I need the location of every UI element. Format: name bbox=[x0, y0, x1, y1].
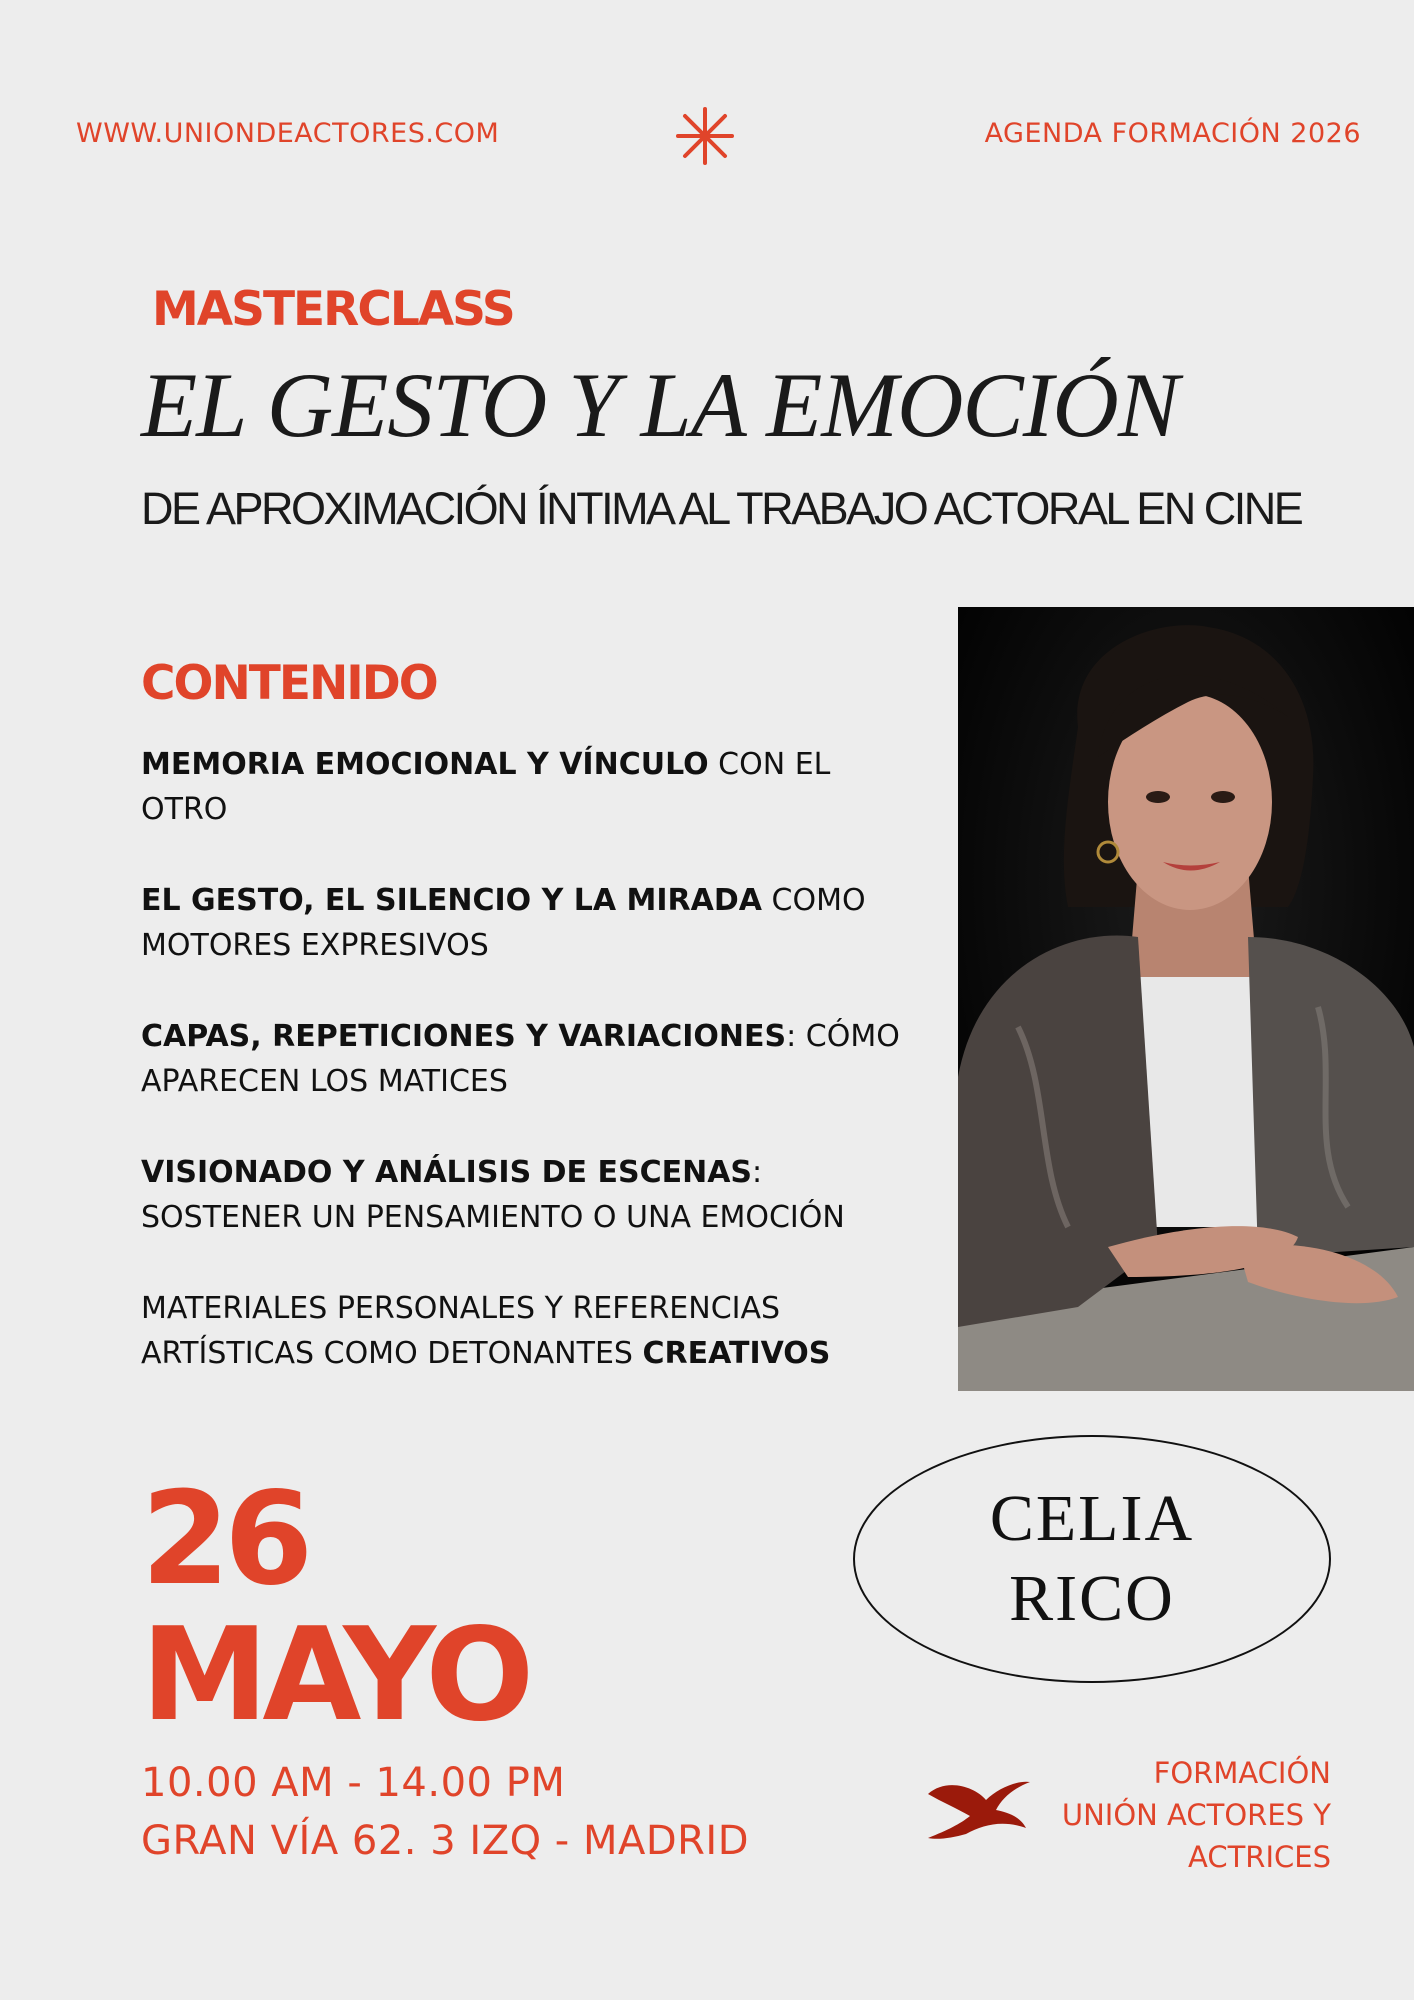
teacher-first-name: CELIA bbox=[989, 1482, 1195, 1555]
item-text: : SOSTENER UN PENSAMIENTO O UNA EMOCIÓN bbox=[141, 1155, 845, 1235]
list-item bbox=[141, 1014, 901, 1104]
item-text: : CÓMO APARECEN LOS MATICES bbox=[141, 1019, 900, 1099]
item-text: MATERIALES PERSONALES Y REFERENCIAS ARTÍSTICAS COMO DETONANTES bbox=[141, 1291, 781, 1371]
organizer-label bbox=[1062, 1752, 1331, 1878]
event-location: GRAN VÍA 62. 3 IZQ - MADRID bbox=[141, 1818, 750, 1864]
website-url: WWW.UNIONDEACTORES.COM bbox=[76, 118, 500, 149]
content-list bbox=[141, 742, 901, 1422]
organizer-line: UNIÓN ACTORES Y bbox=[1061, 1798, 1331, 1832]
event-day: 26 bbox=[141, 1465, 308, 1614]
event-type: MASTERCLASS bbox=[152, 282, 514, 337]
list-item bbox=[141, 1150, 901, 1240]
asterisk-icon bbox=[675, 106, 735, 166]
teacher-name bbox=[853, 1435, 1331, 1683]
event-time: 10.00 AM - 14.00 PM bbox=[141, 1760, 566, 1806]
item-text: COMO MOTORES EXPRESIVOS bbox=[141, 883, 866, 963]
union-actores-logo bbox=[926, 1772, 1032, 1842]
event-title: EL GESTO Y LA EMOCIÓN bbox=[141, 354, 1179, 456]
item-text: CON EL OTRO bbox=[141, 747, 831, 827]
item-emphasis: MEMORIA EMOCIONAL Y VÍNCULO bbox=[141, 747, 709, 782]
organizer-line: ACTRICES bbox=[1188, 1840, 1331, 1874]
item-emphasis: CAPAS, REPETICIONES Y VARIACIONES bbox=[141, 1019, 787, 1054]
item-emphasis: EL GESTO, EL SILENCIO Y LA MIRADA bbox=[141, 883, 762, 918]
list-item bbox=[141, 878, 901, 968]
event-subtitle: DE APROXIMACIÓN ÍNTIMA AL TRABAJO ACTORAL EN CINE bbox=[141, 483, 1302, 534]
agenda-label: AGENDA FORMACIÓN 2026 bbox=[984, 118, 1361, 149]
teacher-last-name: RICO bbox=[1009, 1562, 1175, 1635]
item-emphasis: CREATIVOS bbox=[642, 1336, 831, 1371]
list-item bbox=[141, 742, 901, 832]
event-month: MAYO bbox=[141, 1601, 529, 1750]
item-emphasis: VISIONADO Y ANÁLISIS DE ESCENAS bbox=[141, 1155, 753, 1190]
organizer-line: FORMACIÓN bbox=[1153, 1756, 1331, 1790]
content-heading: CONTENIDO bbox=[141, 656, 437, 711]
list-item bbox=[141, 1286, 901, 1376]
teacher-photo bbox=[958, 607, 1414, 1391]
